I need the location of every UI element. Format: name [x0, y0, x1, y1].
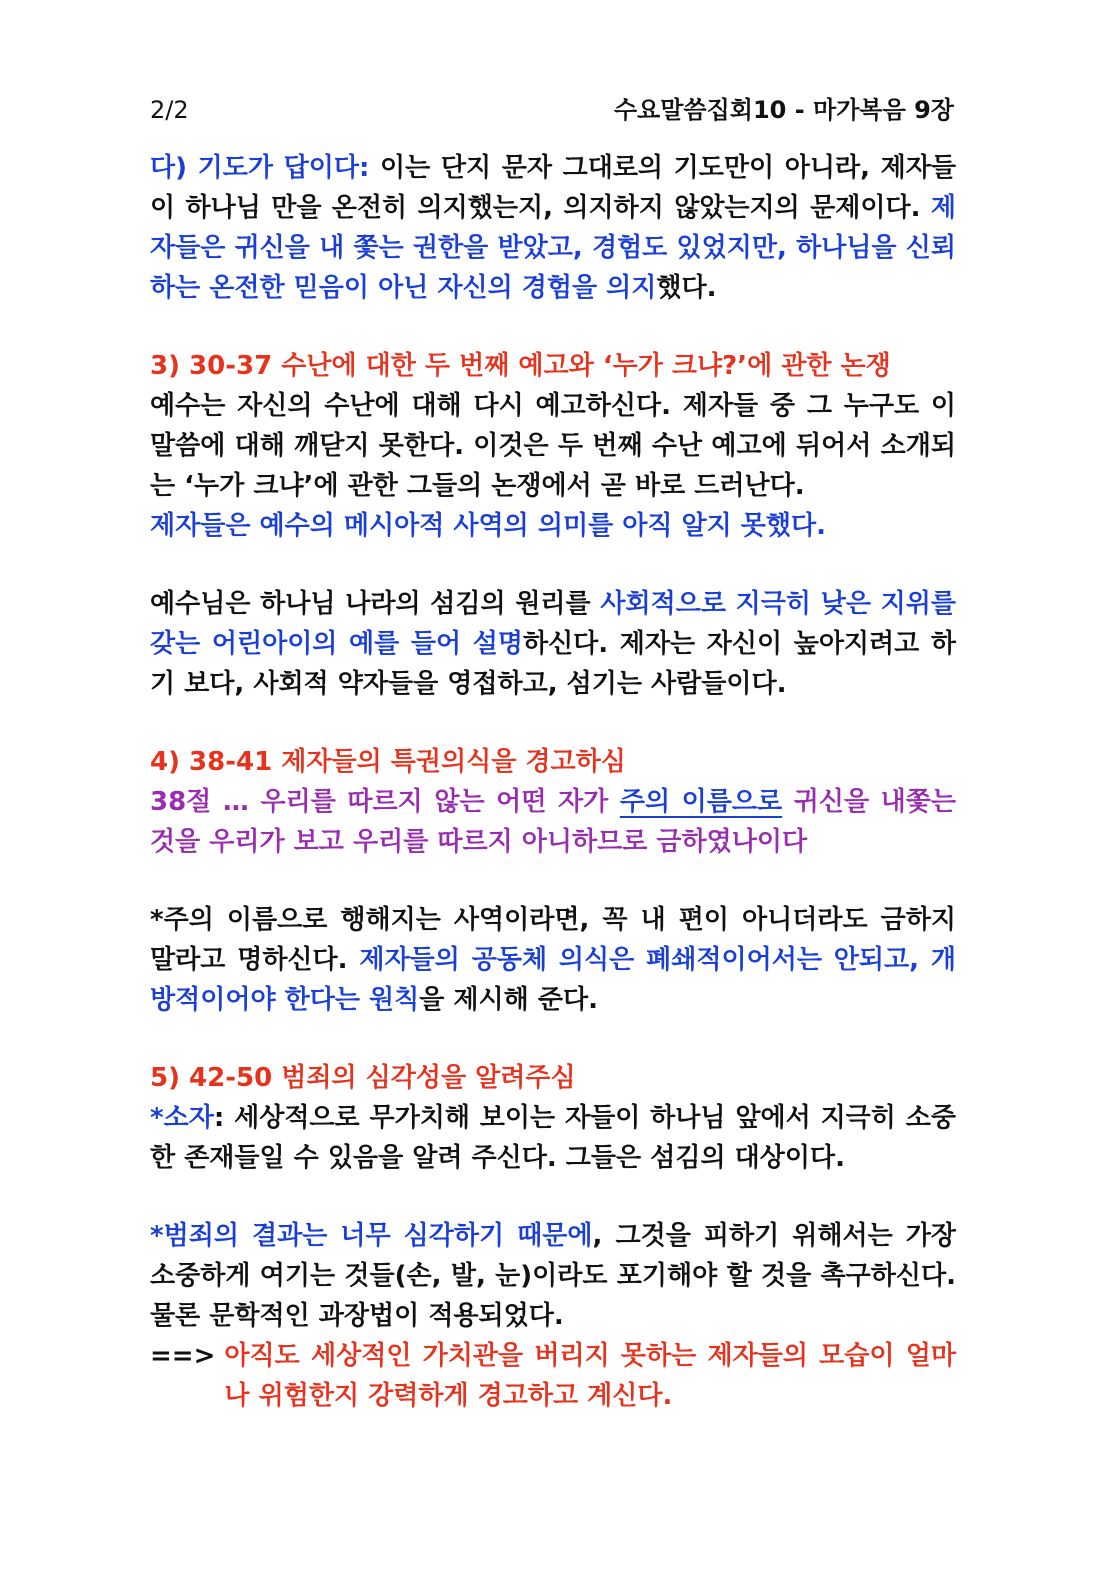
- little-ones-text: : 세상적으로 무가치해 보이는 자들이 하나님 앞에서 지극히 소중한 존재들일 수 있음을 알려 주신다. 그들은 섬김의 대상이다.: [150, 1103, 956, 1173]
- prayer-text: 이는 단지 문자 그대로의 기도만이 아니라, 제자들이 하나님 만을 온전히 의지했는지, 의지하지 않았는지의 문제이다.: [150, 153, 956, 223]
- sin-consequence-note: [150, 1216, 956, 1336]
- service-highlight: 사회적으로 지극히 낮은 지위를 갖는 어린아이의 예를 들어 설명: [150, 589, 956, 659]
- name-ministry-note: [150, 900, 956, 1020]
- note-text-c: 을 제시해 준다.: [419, 985, 598, 1015]
- section-3-highlight: 제자들은 예수의 메시아적 사역의 의미를 아직 알지 못했다.: [150, 511, 827, 541]
- document-title: 수요말씀집회10 - 마가복음 9장: [613, 96, 954, 124]
- verse-38: [150, 782, 956, 862]
- verse-underlined: 주의 이름으로: [619, 787, 783, 817]
- sin-text: , 그것을 피하기 위해서는 가장 소중하게 여기는 것들(손, 발, 눈)이라도 포기해야 할 것을 촉구하신다. 물론 문학적인 과장법이 적용되었다.: [150, 1221, 956, 1331]
- conclusion-line: [150, 1336, 956, 1416]
- conclusion-text: 아직도 세상적인 가치관을 버리지 못하는 제자들의 모습이 얼마나 위험한지 강력하게 경고하고 계신다.: [224, 1341, 956, 1411]
- service-text-a: 예수님은 하나님 나라의 섬김의 원리를: [150, 589, 601, 619]
- note-text-a: *주의 이름으로 행해지는 사역이라면, 꼭 내 편이 아니더라도 금하지 말라고 명하신다.: [150, 905, 956, 975]
- section-4-heading: 4) 38-41 제자들의 특권의식을 경고하심: [150, 747, 626, 777]
- prayer-highlight: 제자들은 귀신을 내 쫓는 권한을 받았고, 경험도 있었지만, 하나님을 신뢰하는 온전한 믿음이 아닌 자신의 경험을 의지: [150, 193, 956, 303]
- service-paragraph: [150, 584, 956, 704]
- section-3-heading: 3) 30-37 수난에 대한 두 번째 예고와 ‘누가 크냐?’에 관한 논쟁: [150, 351, 891, 381]
- page-header: [150, 90, 954, 125]
- verse-text-c: 귀신을 내쫓는 것을 우리가 보고 우리를 따르지 아니하므로 금하였나이다: [150, 787, 956, 857]
- prayer-paragraph: [150, 148, 956, 308]
- section-5-heading: 5) 42-50 범죄의 심각성을 알려주심: [150, 1063, 576, 1093]
- note-highlight: 제자들의 공동체 의식은 폐쇄적이어서는 안되고, 개방적이어야 한다는 원칙: [150, 945, 956, 1015]
- section-3-body: 예수는 자신의 수난에 대해 다시 예고하신다. 제자들 중 그 누구도 이 말씀에 대해 깨닫지 못한다. 이것은 두 번째 수난 예고에 뒤어서 소개되는 ‘누가 크냐’에 관한 그들의 논쟁에서 곧 바로 드러난다.: [150, 391, 956, 501]
- service-text-c: 하신다. 제자는 자신이 높아지려고 하기 보다, 사회적 약자들을 영접하고, 섬기는 사람들이다.: [150, 629, 957, 699]
- verse-text-a: 38절 … 우리를 따르지 않는 어떤 자가: [150, 787, 620, 817]
- prayer-label: 다) 기도가 답이다:: [150, 153, 370, 183]
- sin-highlight: *범죄의 결과는 너무 심각하기 때문에: [150, 1221, 593, 1251]
- little-ones-label: *소자: [150, 1103, 214, 1133]
- little-ones-note: [150, 1098, 956, 1178]
- page-number: 2/2: [150, 96, 189, 124]
- arrow-marker: ==>: [150, 1341, 225, 1371]
- document-body: [150, 148, 956, 1416]
- prayer-end: 했다.: [656, 273, 717, 303]
